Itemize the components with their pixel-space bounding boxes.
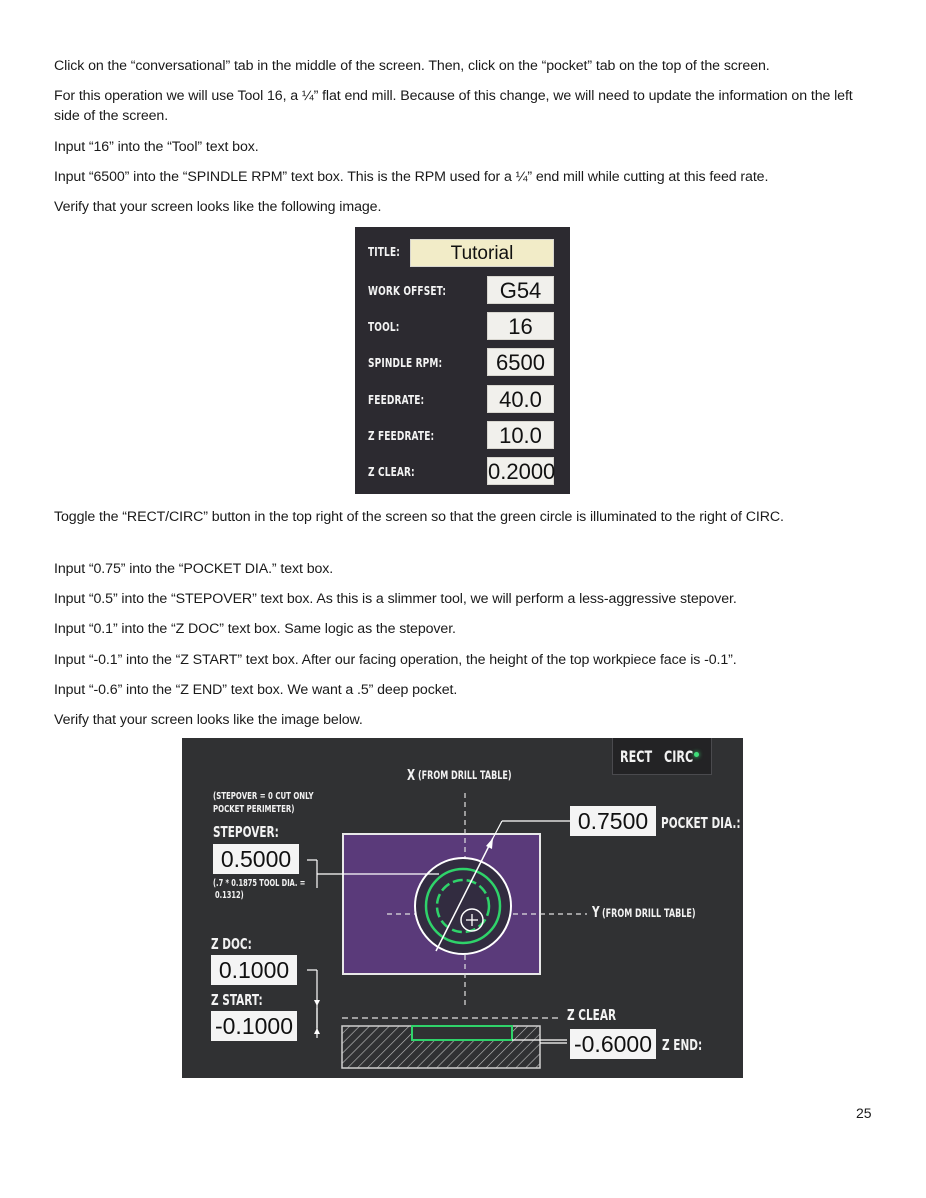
stepover-note: POCKET PERIMETER) (213, 804, 295, 815)
title-field: Tutorial (410, 239, 554, 267)
active-indicator-dot (694, 752, 699, 757)
title-label: TITLE: (368, 244, 400, 259)
pocket-dia-field: 0.7500 (570, 806, 656, 836)
rect-option-label: RECT (620, 747, 653, 766)
z-end-label: Z END: (662, 1036, 703, 1054)
instruction-paragraph: Input “-0.1” into the “Z START” text box. After our facing operation, the height of the top workpiece face is -0.1”. (54, 652, 737, 668)
x-axis-label: X (407, 766, 416, 784)
instruction-paragraph: Input “16” into the “Tool” text box. (54, 139, 259, 155)
pocket-settings-screenshot (182, 738, 743, 1078)
stepover-note: (STEPOVER = 0 CUT ONLY (213, 791, 314, 802)
instruction-paragraph: Toggle the “RECT/CIRC” button in the top right of the screen so that the green circle is illuminated to the right of CIRC. (54, 509, 784, 525)
work-offset-label: WORK OFFSET: (368, 283, 447, 298)
instruction-paragraph: Input “0.75” into the “POCKET DIA.” text box. (54, 561, 334, 577)
instruction-paragraph: Input “0.5” into the “STEPOVER” text box. As this is a slimmer tool, we will perform a less-aggressive stepover. (54, 591, 737, 607)
z-clear-label: Z CLEAR: (368, 464, 415, 479)
tool-dia-note: (.7 * 0.1875 TOOL DIA. = (213, 878, 306, 889)
instruction-paragraph: Verify that your screen looks like the following image. (54, 199, 382, 215)
z-doc-label: Z DOC: (211, 935, 252, 953)
tool-settings-screenshot (355, 227, 570, 494)
instruction-paragraph: Verify that your screen looks like the image below. (54, 712, 363, 728)
tool-field: 16 (487, 312, 554, 340)
spindle-rpm-field: 6500 (487, 348, 554, 376)
pocket-section (412, 1026, 512, 1040)
pocket-dia-label: POCKET DIA.: (661, 814, 741, 832)
z-doc-field: 0.1000 (211, 955, 297, 985)
stepover-label: STEPOVER: (213, 823, 279, 841)
stepover-field: 0.5000 (213, 844, 299, 874)
y-axis-note: (FROM DRILL TABLE) (602, 906, 696, 920)
work-offset-field: G54 (487, 276, 554, 304)
instruction-paragraph: Input “6500” into the “SPINDLE RPM” text box. This is the RPM used for a ¼” end mill while cutting at this feed rate. (54, 169, 769, 185)
feedrate-field: 40.0 (487, 385, 554, 413)
instruction-paragraph: Input “0.1” into the “Z DOC” text box. Same logic as the stepover. (54, 621, 456, 637)
instruction-paragraph: For this operation we will use Tool 16, a ¼” flat end mill. Because of this change, we will need to update the information on the left side of the screen. (54, 88, 853, 124)
spindle-rpm-label: SPINDLE RPM: (368, 355, 443, 370)
y-axis-label: Y (592, 903, 600, 921)
feedrate-label: FEEDRATE: (368, 392, 425, 407)
rect-circ-toggle[interactable] (612, 738, 712, 775)
circ-option-label: CIRC (664, 747, 694, 766)
z-start-field: -0.1000 (211, 1011, 297, 1041)
z-clear-field: 0.2000 (488, 459, 556, 484)
tool-label: TOOL: (368, 319, 400, 334)
z-clear-label: Z CLEAR (567, 1006, 617, 1024)
instruction-paragraph: Input “-0.6” into the “Z END” text box. We want a .5” deep pocket. (54, 682, 458, 698)
x-axis-note: (FROM DRILL TABLE) (418, 768, 512, 782)
page-number: 25 (856, 1105, 872, 1121)
tool-dia-note: 0.1312) (215, 890, 244, 901)
pocket-circle (415, 858, 511, 954)
instruction-paragraph: Click on the “conversational” tab in the middle of the screen. Then, click on the “pocket” tab on the top of the screen. (54, 58, 770, 74)
z-feedrate-label: Z FEEDRATE: (368, 428, 435, 443)
z-start-label: Z START: (211, 991, 263, 1009)
z-feedrate-field: 10.0 (487, 421, 554, 449)
z-end-field: -0.6000 (570, 1029, 656, 1059)
